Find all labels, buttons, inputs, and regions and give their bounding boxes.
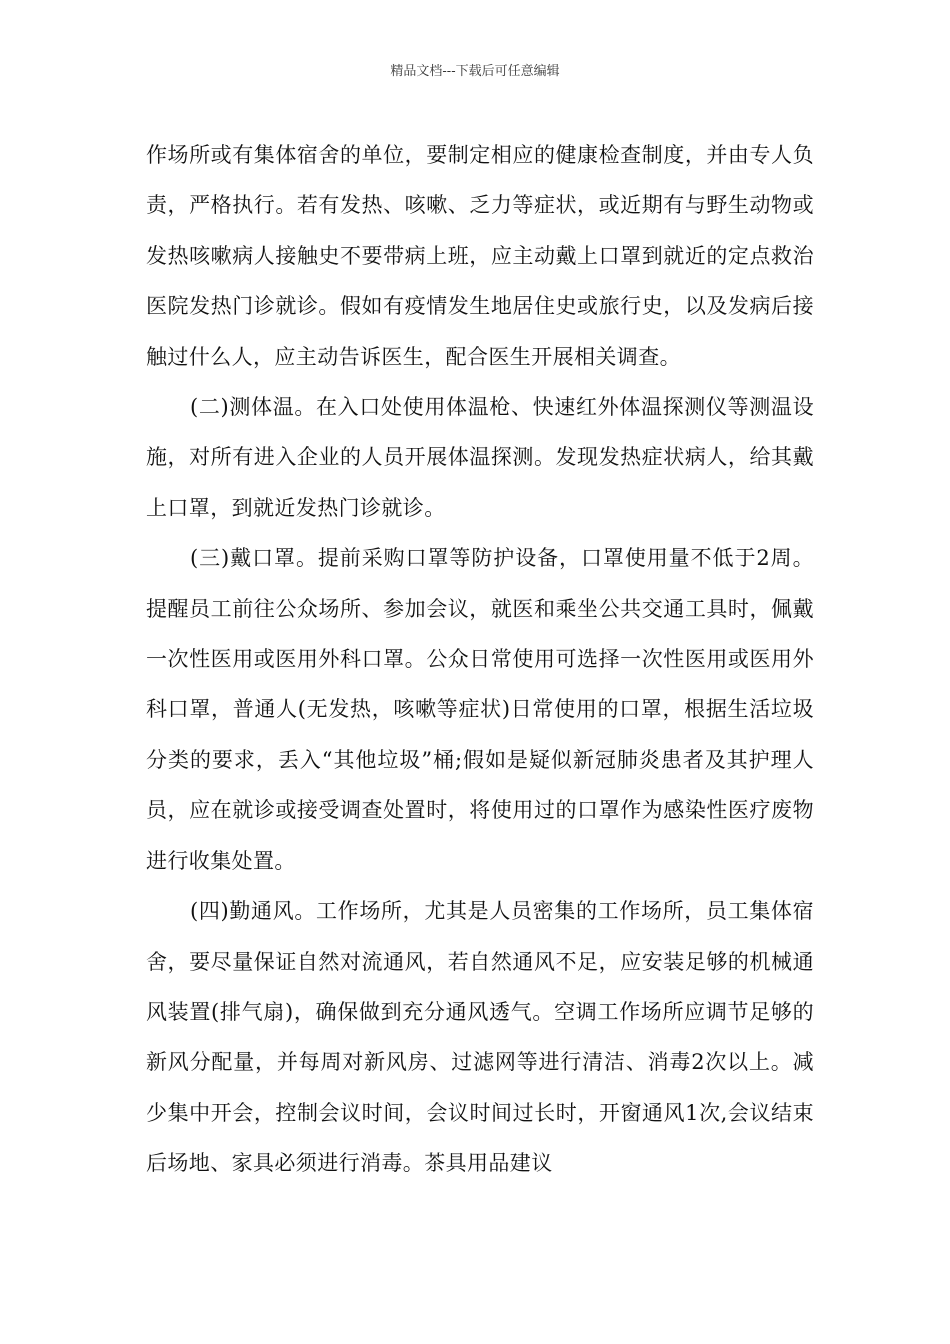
paragraph-ventilation: (四)勤通风。工作场所，尤其是人员密集的工作场所，员工集体宿舍，要尽量保证自然对流通风，若自然通风不足，应安装足够的机械通风装置(排气扇)，确保做到充分通风透气。空调工作场所应调节足够的新风分配量，并每周对新风房、过滤网等进行清洁、消毒2次以上。减少集中开会，控制会议时间，会议时间过长时，开窗通风1次,会议结束后场地、家具必须进行消毒。茶具用品建议 [146,899,814,1176]
page-header: 精品文档---下载后可任意编辑 [390,64,560,79]
paragraph-wear-masks: (三)戴口罩。提前采购口罩等防护设备，口罩使用量不低于2周。提醒员工前往公众场所、参加会议，就医和乘坐公共交通工具时，佩戴一次性医用或医用外科口罩。公众日常使用可选择一次性医用或医用外科口罩，普通人(无发热，咳嗽等症状)日常使用的口罩，根据生活垃圾分类的要求，丢入“其他垃圾”桶;假如是疑似新冠肺炎患者及其护理人员，应在就诊或接受调查处置时，将使用过的口罩作为感染性医疗废物进行收集处置。 [146,546,814,873]
document-body [146,130,814,1189]
paragraph-continuation: 作场所或有集体宿舍的单位，要制定相应的健康检查制度，并由专人负责，严格执行。若有发热、咳嗽、乏力等症状，或近期有与野生动物或发热咳嗽病人接触史不要带病上班，应主动戴上口罩到就近的定点救治医院发热门诊就诊。假如有疫情发生地居住史或旅行史，以及发病后接触过什么人，应主动告诉医生，配合医生开展相关调查。 [146,143,814,369]
paragraph-measure-temperature: (二)测体温。在入口处使用体温枪、快速红外体温探测仪等测温设施，对所有进入企业的人员开展体温探测。发现发热症状病人，给其戴上口罩，到就近发热门诊就诊。 [146,395,814,520]
